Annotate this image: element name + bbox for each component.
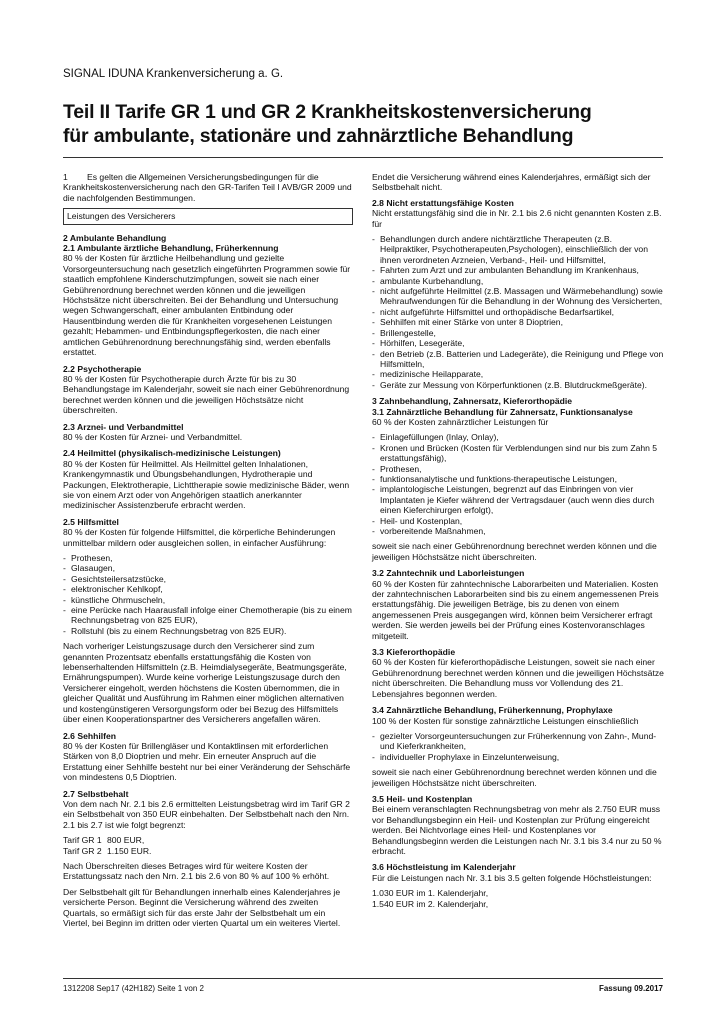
list-3-4 [372,731,664,762]
text-2-7-c: Der Selbstbehalt gilt für Behandlungen innerhalb eines Kalenderjahres je versicherte Person. Beginnt die Versicherung während des zweiten Quartals, so ermäßigt sich für das erste Jahr der Selbstbehalt um ein Viertel, bei Beginn im dritten oder vierten Quartal um ein weiteres Viertel. [63,886,341,928]
list-item: - Geräte zur Messung von Körperfunktionen (z.B. Blutdruckmeßgeräte). [372,380,664,390]
text-2-7-b: Nach Überschreiten dieses Betrages wird für weitere Kosten der Erstattungssatz nach den Nrn. 2.1 bis 2.6 von 80 % auf 100 % erhöht. [63,860,330,882]
text-2-2: 80 % der Kosten für Psychotherapie durch Ärzte für bis zu 30 Behandlungstage im Kalenderjahr, soweit sie nach einer Gebührenordnung berechnet werden können und die jeweiligen Höchstsätze nicht überschreiten. [63,373,350,416]
list-item: - nicht aufgeführte Hilfsmittel und orthopädische Bedarfsartikel, [372,307,664,317]
footer-code: 1312208 Sep17 (42H182) Seite 1 von 2 [63,984,204,993]
heading-2-6: 2.6 Sehhilfen [63,730,117,741]
list-item: - funktionsanalytische und funktions-therapeutische Leistungen, [372,474,664,484]
intro-number: 1 [63,172,68,182]
text-2-7: Von dem nach Nr. 2.1 bis 2.6 ermittelten Leistungsbetrag wird im Tarif GR 2 ein Selbstbehalt von 350 EUR einbehalten. Der Selbstbehalt nach den Nrn. 2.1 bis 2.7 ist wie folgt begrenzt: [63,798,350,830]
heading-3-3: 3.3 Kieferorthopädie [372,647,456,658]
list-item: - Behandlungen durch andere nichtärztliche Therapeuten (z.B. Heilpraktiker, Psychotherapeuten,Psychologen), einschließlich der von ihnen verordneten Arzneien, Verband-, Heil- und Hilfsmittel, [372,234,664,265]
text-3-3: 60 % der Kosten für kieferorthopädische Leistungen, soweit sie nach einer Gebührenordnung berechnet werden können und die jeweiligen Höchstsätze nicht überschreiten. Die Behandlung muss vor Vollendung des 21. Lebensjahres begonnen werden. [372,657,664,699]
heading-2-7: 2.7 Selbstbehalt [63,788,129,799]
heading-2-4: 2.4 Heilmittel (physikalisch-medizinische Leistungen) [63,448,281,459]
list-item: - medizinische Heilapparate, [372,369,664,379]
tarif-table [63,835,353,856]
text-2-5-b: Nach vorheriger Leistungszusage durch den Versicherer sind zum genannten Prozentsatz ebenfalls erstattungsfähig die Kosten von lebenserhaltenden Hilfsmitteln (z.B. Heimdialysegeräte, Beatmungsgeräte, Ernährungspumpen). Wurde keine vorherige Leistungszusage durch den Versicherer eingeholt, werden höchstens die Kosten übernommen, die in gleicher Qualität und Ausführung im Rahmen einer möglichen alternativen und kostengünstigeren Versorgungsform oder bei Bezug des Hilfsmittels über einen Kooperationspartner des Versicherers angefallen wären. [63,641,347,725]
title-line-1: Teil II Tarife GR 1 und GR 2 Krankheitskostenversicherung [63,101,592,123]
section-box-leistungen: Leistungen des Versicherers [63,208,353,224]
text-3-1-b: soweit sie nach einer Gebührenordnung berechnet werden können und die jeweiligen Höchstsätze nicht überschreiten. [372,541,657,562]
intro-paragraph: 1 Es gelten die Allgemeinen Versicherungsbedingungen für die Krankheitskostenversicherung nach den GR-Tarifen Teil I AVB/GR 2009 und die nachfolgenden Bestimmungen. [63,172,352,203]
footer-rule [63,978,663,979]
text-3-2: 60 % der Kosten für zahntechnische Laborarbeiten und Materialien. Kosten der zahntechnischen Laborarbeiten sind bis zu einem angemessenen Preis erstattungsfähig. Die jeweiligen Beträge, bis zu denen von einem angemessenen Preis ausgegangen wird, können beim Versicherer erfragt werden. Sie werden jeweils bei der Prüfung eines Kostenvoranschlages mitgeteilt. [372,578,659,641]
heading-2-1: 2.1 Ambulante ärztliche Behandlung, Früherkennung [63,243,279,254]
list-item: - Rollstuhl (bis zu einem Rechnungsbetrag von 825 EUR). [63,626,353,636]
text-2-6: 80 % der Kosten für Brillengläser und Kontaktlinsen mit erforderlichen Stärken von 8,0 Dioptrien und mehr. Ein erneuter Anspruch auf die Erstattung einer Sehhilfe besteht nur bei einer Veränderung der Sehschärfe von mindestens 0,5 Dioptrien. [63,740,351,783]
company-name: SIGNAL IDUNA Krankenversicherung a. G. [63,68,284,80]
heading-3-4: 3.4 Zahnärztliche Behandlung, Früherkennung, Prophylaxe [372,705,613,716]
text-2-5: 80 % der Kosten für folgende Hilfsmittel, die körperliche Behinderungen unmittelbar mildern oder ausgleichen sollen, in einfacher Ausführung: [63,527,336,548]
list-item: - elektronischer Kehlkopf, [63,584,353,594]
list-item: - künstliche Ohrmuscheln, [63,595,353,605]
heading-3-2: 3.2 Zahntechnik und Laborleistungen [372,568,525,579]
text-3-1: 60 % der Kosten zahnärztlicher Leistungen für [372,416,549,427]
heading-2-3: 2.3 Arznei- und Verbandmittel [63,421,184,432]
text-2-4: 80 % der Kosten für Heilmittel. Als Heilmittel gelten Inhalationen, Krankengymnastik und Übungsbehandlungen, Hydrotherapie und Packungen, Elektrotherapie, Lichttherapie sowie medizinische Bäder, wenn sie von einem Arzt oder von Angehörigen staatlich anerkannter medizinischer Assistenzberufe erbracht werden. [63,458,350,511]
left-column [63,172,353,933]
list-item: - Kronen und Brücken (Kosten für Verblendungen sind nur bis zum Zahn 5 erstattungsfähig), [372,443,664,464]
text-2-1: 80 % der Kosten für ärztliche Heilbehandlung und gezielte Vorsorgeuntersuchung nach gesetzlich eingeführten Programmen sowie für staatlich empfohlene Kinderschutzimpfungen, soweit sie nach einer Gebührenordnung berechnet werden können und die jeweiligen Höchstsätze nicht überschreiten. Bei der Behandlung und Untersuchung wegen Schwangerschaft, einer ambulanten Entbindung oder Hausentbindung werden die für Krankheiten vorgesehenen Leistungen gezahlt; Hebammen- und Entbindungspflegerkosten, die nach einer amtlichen Gebührenordnung berechnungsfähig sind, werden ebenfalls erstattet. [63,253,351,358]
list-item: - eine Perücke nach Haarausfall infolge einer Chemotherapie (bis zu einem Rechnungsbetrag von 825 EUR), [63,605,353,626]
text-3-4-b: soweit sie nach einer Gebührenordnung berechnet werden können und die jeweiligen Höchstsätze nicht überschreiten. [372,767,657,788]
right-column [372,172,664,909]
list-item: - Brillengestelle, [372,328,664,338]
heading-2-2: 2.2 Psychotherapie [63,363,142,374]
list-item: - Hörhilfen, Lesegeräte, [372,338,664,348]
heading-3-6: 3.6 Höchstleistung im Kalenderjahr [372,862,516,873]
list-item: - implantologische Leistungen, begrenzt auf das Einbringen von vier Implantaten je Kiefer während der Vertragsdauer (auch wenn dies durch einen Kieferchirurgen erfolgt), [372,484,664,515]
tarif-row: Tarif GR 2 1.150 EUR. [63,845,152,856]
limit-line: 1.540 EUR im 2. Kalenderjahr, [372,898,489,909]
list-item: - vorbereitende Maßnahmen, [372,526,664,536]
page-title [63,100,683,148]
text-continuation: Endet die Versicherung während eines Kalenderjahres, ermäßigt sich der Selbstbehalt nicht. [372,172,651,193]
heading-3: 3 Zahnbehandlung, Zahnersatz, Kieferorthopädie [372,396,573,407]
list-item: - Sehhilfen mit einer Stärke von unter 8 Dioptrien, [372,317,664,327]
list-item: - Glasaugen, [63,563,353,573]
list-3-1 [372,432,664,536]
limits-list [372,888,664,909]
title-line-2: für ambulante, stationäre und zahnärztliche Behandlung [63,125,574,147]
list-item: - den Betrieb (z.B. Batterien und Ladegeräte), die Reinigung und Pflege von Hilfsmitteln, [372,349,664,370]
footer-version: Fassung 09.2017 [598,984,663,993]
heading-2-8: 2.8 Nicht erstattungsfähige Kosten [372,197,514,208]
list-item: - gezielter Vorsorgeuntersuchungen zur Früherkennung von Zahn-, Mund- und Kieferkrankheiten, [372,731,664,752]
limit-line: 1.030 EUR im 1. Kalenderjahr, [372,888,489,899]
list-2-8 [372,234,664,390]
text-3-6: Für die Leistungen nach Nr. 3.1 bis 3.5 gelten folgende Höchstleistungen: [372,872,652,883]
list-item: - Prothesen, [63,553,353,563]
heading-2: 2 Ambulante Behandlung [63,232,167,243]
text-2-8: Nicht erstattungsfähig sind die in Nr. 2.1 bis 2.6 nicht genannten Kosten z.B. für [372,208,662,229]
list-item: - Fahrten zum Arzt und zur ambulanten Behandlung im Krankenhaus, [372,265,664,275]
list-item: - Prothesen, [372,464,664,474]
list-item: - Einlagefüllungen (Inlay, Onlay), [372,432,664,442]
list-item: - ambulante Kurbehandlung, [372,276,664,286]
text-2-3: 80 % der Kosten für Arznei- und Verbandmittel. [63,431,243,442]
tarif-row: Tarif GR 1 800 EUR, [63,835,145,846]
list-item: - nicht aufgeführte Heilmittel (z.B. Massagen und Wärmebehandlung) sowie Mehraufwendungen für die Behandlung in der Wohnung des Versicherten, [372,286,664,307]
list-item: - Gesichtsteilersatzstücke, [63,574,353,584]
heading-2-5: 2.5 Hilfsmittel [63,516,119,527]
list-item: - Heil- und Kostenplan, [372,516,664,526]
text-3-5: Bei einem veranschlagten Rechnungsbetrag von mehr als 2.750 EUR muss vor Behandlungsbeginn ein Heil- und Kostenplan zur Prüfung eingereicht werden. Bei Nichtvorlage eines Heil- und Kostenplanes vor Behandlungsbeginn werden die Leistungen nach Nr. 3.1 bis 3.4 nur zu 50 % erbracht. [372,804,662,856]
list-item: - individueller Prophylaxe in Einzelunterweisung, [372,752,664,762]
list-2-5 [63,553,353,636]
heading-3-5: 3.5 Heil- und Kostenplan [372,793,473,804]
text-3-4: 100 % der Kosten für sonstige zahnärztliche Leistungen einschließlich [372,715,639,726]
heading-3-1: 3.1 Zahnärztliche Behandlung für Zahnersatz, Funktionsanalyse [372,406,633,417]
title-rule [63,157,663,158]
